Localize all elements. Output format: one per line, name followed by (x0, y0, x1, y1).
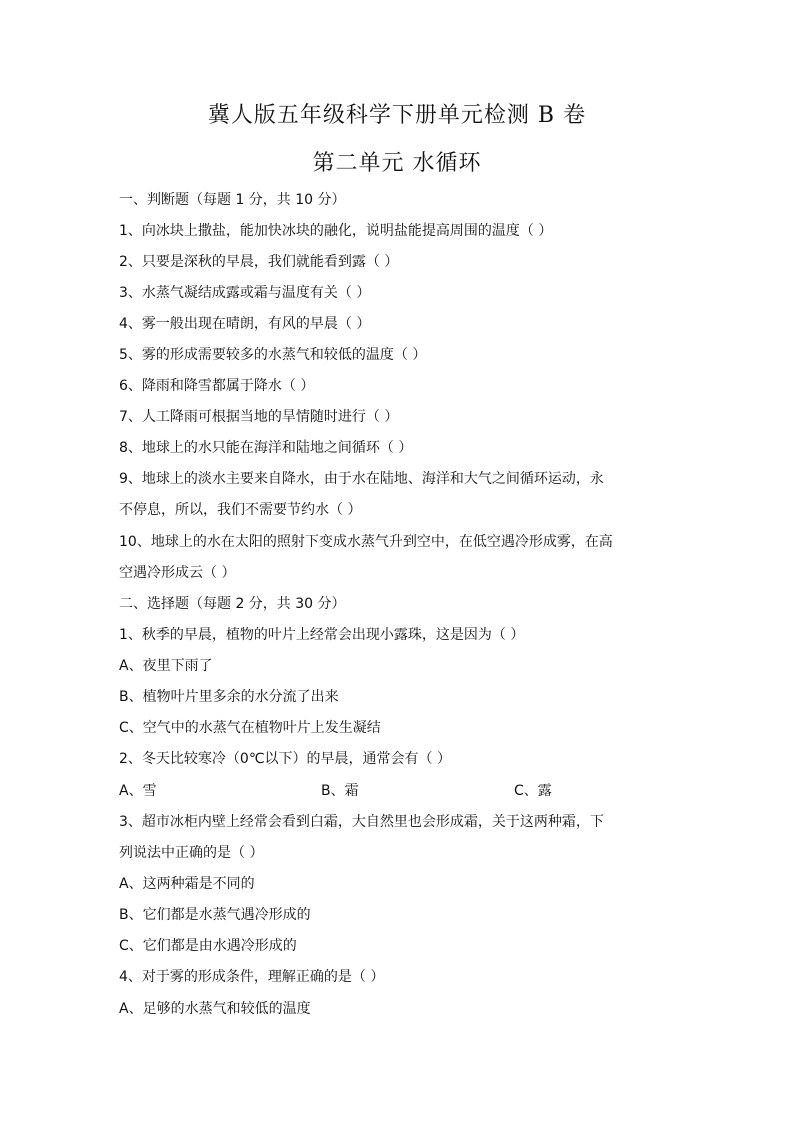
choice-q1-option-b: B、植物叶片里多余的水分流了出来 (119, 689, 339, 705)
judge-item-8: 8、地球上的水只能在海洋和陆地之间循环（ ） (119, 440, 413, 456)
judge-item-10-line1: 10、地球上的水在太阳的照射下变成水蒸气升到空中，在低空遇冷形成雾，在高 (119, 534, 613, 550)
choice-q3-option-c: C、它们都是由水遇冷形成的 (119, 938, 297, 954)
choice-q4-option-a: A、足够的水蒸气和较低的温度 (119, 1001, 311, 1017)
judge-item-9-line1: 9、地球上的淡水主要来自降水，由于水在陆地、海洋和大气之间循环运动，永 (119, 471, 604, 487)
judge-item-3: 3、水蒸气凝结成露或霜与温度有关（ ） (119, 285, 371, 301)
judge-item-2: 2、只要是深秋的早晨，我们就能看到露（ ） (119, 254, 399, 270)
judge-item-6: 6、降雨和降雪都属于降水（ ） (119, 378, 315, 394)
page-subtitle: 第二单元 水循环 (312, 151, 482, 176)
choice-q2-option-c: C、露 (514, 783, 552, 799)
choice-q1-option-c: C、空气中的水蒸气在植物叶片上发生凝结 (119, 720, 381, 736)
choice-q3-option-a: A、这两种霜是不同的 (119, 876, 255, 892)
judge-item-4: 4、雾一般出现在晴朗，有风的早晨（ ） (119, 316, 371, 332)
choice-q3-option-b: B、它们都是水蒸气遇冷形成的 (119, 907, 311, 923)
choice-q2-option-b: B、霜 (321, 783, 359, 799)
section1-heading: 一、判断题（每题 1 分，共 10 分） (119, 192, 346, 208)
choice-q2: 2、冬天比较寒冷（0℃以下）的早晨，通常会有（ ） (119, 751, 451, 767)
judge-item-5: 5、雾的形成需要较多的水蒸气和较低的温度（ ） (119, 347, 427, 363)
choice-q3-line2: 列说法中正确的是（ ） (119, 845, 264, 861)
judge-item-9-line2: 不停息，所以，我们不需要节约水（ ） (119, 502, 362, 518)
page-title: 冀人版五年级科学下册单元检测 B 卷 (207, 103, 587, 128)
judge-item-7: 7、人工降雨可根据当地的旱情随时进行（ ） (119, 409, 399, 425)
judge-item-10-line2: 空遇冷形成云（ ） (119, 565, 236, 581)
choice-q1-option-a: A、夜里下雨了 (119, 658, 213, 674)
choice-q3-line1: 3、超市冰柜内壁上经常会看到白霜，大自然里也会形成霜，关于这两种霜，下 (119, 814, 604, 830)
judge-item-1: 1、向冰块上撒盐，能加快冰块的融化，说明盐能提高周围的温度（ ） (119, 223, 553, 239)
choice-q2-option-a: A、雪 (119, 783, 157, 799)
section2-heading: 二、选择题（每题 2 分，共 30 分） (119, 596, 346, 612)
choice-q1: 1、秋季的早晨，植物的叶片上经常会出现小露珠，这是因为（ ） (119, 627, 525, 643)
choice-q4: 4、对于雾的形成条件，理解正确的是（ ） (119, 969, 385, 985)
